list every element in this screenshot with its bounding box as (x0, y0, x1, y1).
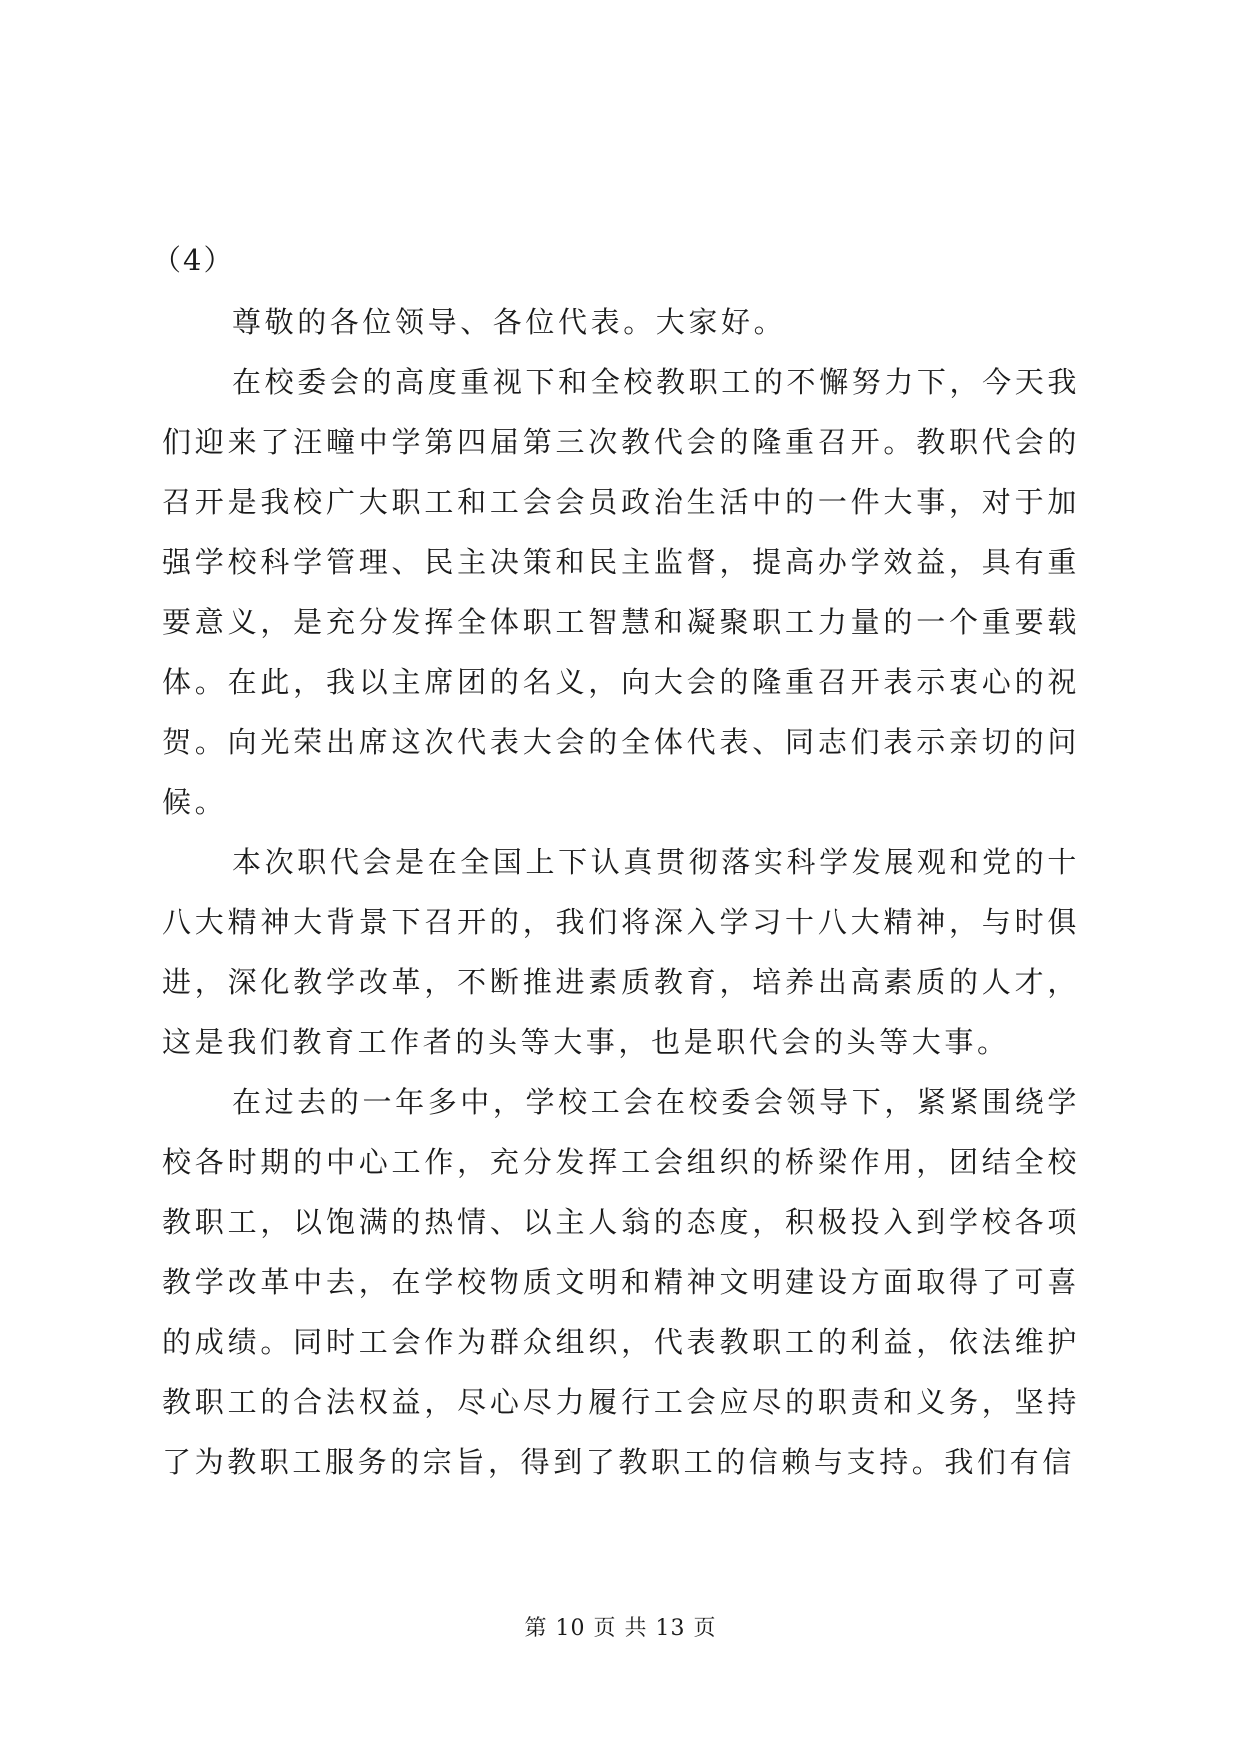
paragraph-background: 本次职代会是在全国上下认真贯彻落实科学发展观和党的十八大精神大背景下召开的，我们将深入学习十八大精神，与时俱进，深化教学改革，不断推进素质教育，培养出高素质的人才，这是我们教育工作者的头等大事，也是职代会的头等大事。 (162, 845, 1080, 1059)
document-body (162, 292, 1080, 1492)
paragraph-opening: 在校委会的高度重视下和全校教职工的不懈努力下，今天我们迎来了汪疃中学第四届第三次教代会的隆重召开。教职代会的召开是我校广大职工和工会会员政治生活中的一件大事，对于加强学校科学管理、民主决策和民主监督，提高办学效益，具有重要意义，是充分发挥全体职工智慧和凝聚职工力量的一个重要载体。在此，我以主席团的名义，向大会的隆重召开表示衷心的祝贺。向光荣出席这次代表大会的全体代表、同志们表示亲切的问候。 (162, 365, 1080, 819)
paragraph-review: 在过去的一年多中，学校工会在校委会领导下，紧紧围绕学校各时期的中心工作，充分发挥工会组织的桥梁作用，团结全校教职工，以饱满的热情、以主人翁的态度，积极投入到学校各项教学改革中去，在学校物质文明和精神文明建设方面取得了可喜的成绩。同时工会作为群众组织，代表教职工的利益，依法维护教职工的合法权益，尽心尽力履行工会应尽的职责和义务，坚持了为教职工服务的宗旨，得到了教职工的信赖与支持。我们有信 (162, 1085, 1080, 1479)
page-footer: 第 10 页 共 13 页 (524, 1616, 717, 1641)
paragraph-greeting: 尊敬的各位领导、各位代表。大家好。 (232, 305, 787, 339)
section-label: （4） (152, 243, 235, 277)
